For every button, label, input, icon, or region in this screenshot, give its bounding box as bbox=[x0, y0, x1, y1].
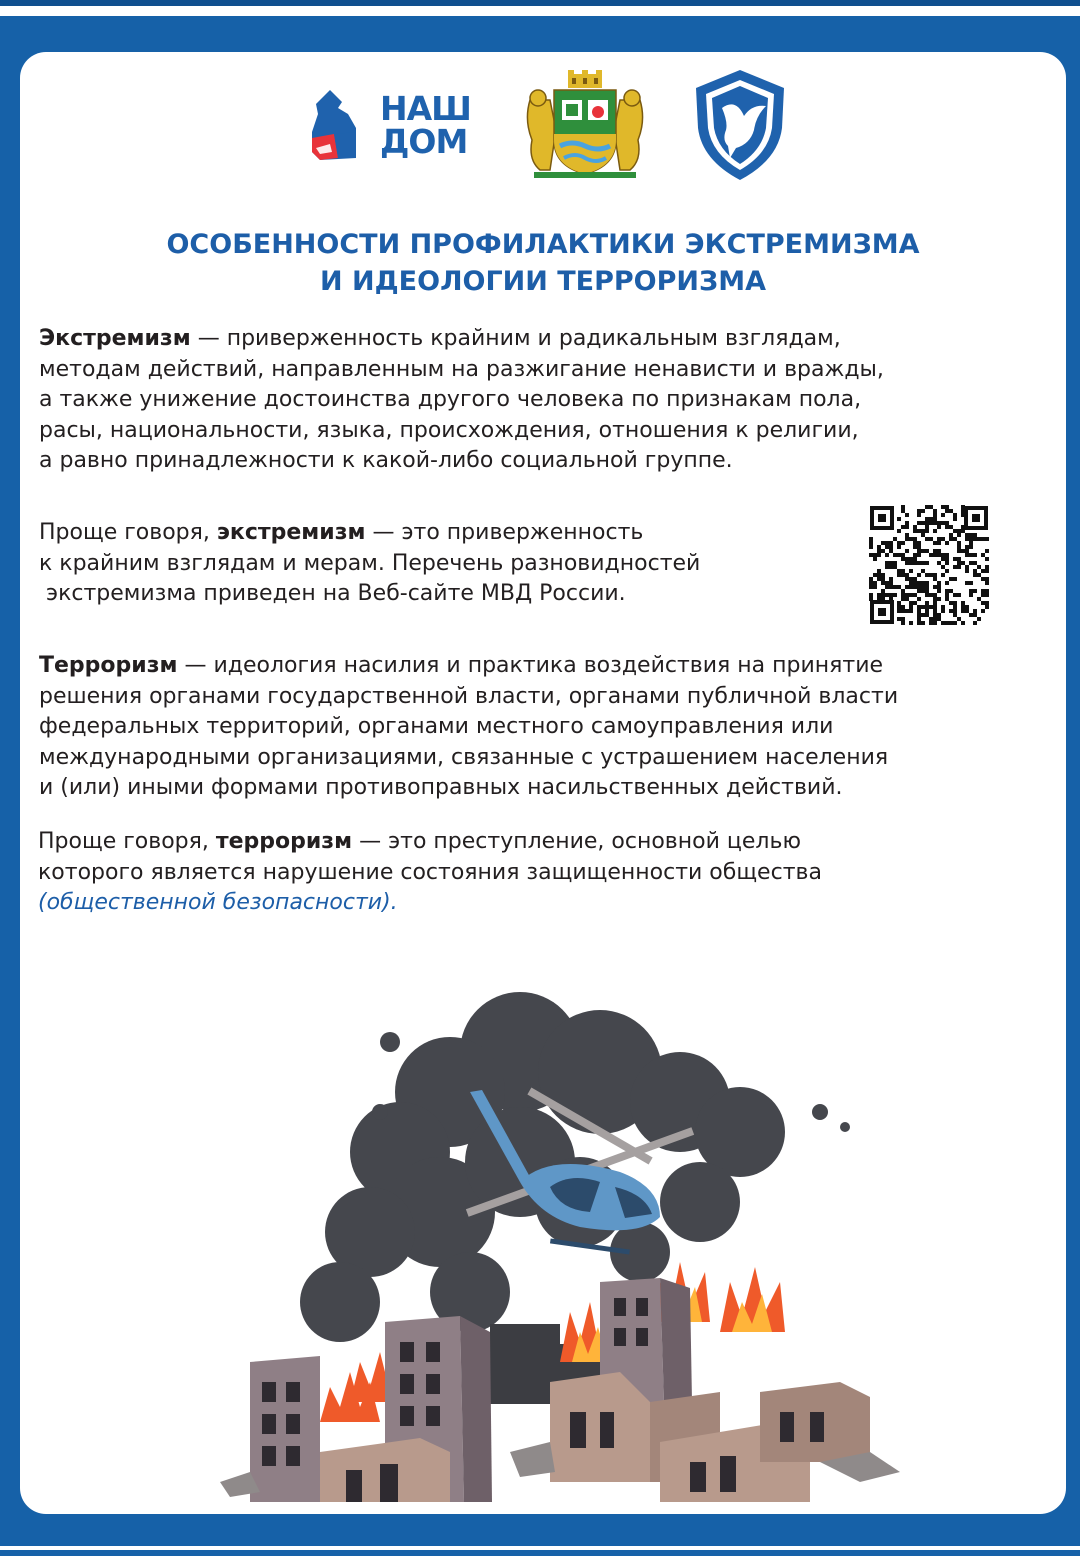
terrorism-term: Терроризм bbox=[39, 653, 178, 678]
top-white-band bbox=[0, 6, 1080, 16]
nash-dom-text bbox=[380, 89, 480, 161]
extremism-simple bbox=[39, 518, 839, 610]
extremism-def-line5: а равно принадлежности к какой-либо социальной группе. bbox=[39, 448, 733, 473]
terrorism-definition bbox=[39, 651, 1054, 804]
terrorism-def-line2: решения органами государственной власти, органами публичной власти bbox=[39, 683, 899, 709]
terrorism-simple-term: терроризм bbox=[215, 829, 353, 854]
terrorism-simple-line3: (общественной безопасности). bbox=[38, 890, 398, 915]
destroyed-city-illustration bbox=[220, 982, 920, 1502]
terrorism-def-line1: — идеология насилия и практика воздействия на принятие bbox=[177, 653, 884, 678]
extremism-simple-line3: экстремизма приведен на Веб-сайте МВД России. bbox=[39, 581, 626, 606]
title-line-1: ОСОБЕННОСТИ ПРОФИЛАКТИКИ ЭКСТРЕМИЗМА bbox=[166, 229, 920, 260]
logos-row bbox=[20, 52, 1066, 202]
terrorism-simple-prefix: Проще говоря, bbox=[38, 829, 216, 854]
extremism-definition bbox=[39, 324, 1039, 477]
terrorism-def-line5: и (или) иными формами противоправных насильственных действий. bbox=[39, 775, 843, 800]
qr-code[interactable] bbox=[868, 504, 990, 626]
extremism-simple-prefix: Проще говоря, bbox=[39, 520, 217, 545]
house-map-icon bbox=[308, 88, 368, 168]
terrorism-simple bbox=[38, 827, 998, 919]
nash-dom-line2: ДОМ bbox=[380, 122, 468, 161]
nash-dom-line1: НАШ bbox=[380, 89, 471, 128]
poster-card bbox=[20, 52, 1066, 1514]
terrorism-simple-line1: — это преступление, основной целью bbox=[352, 829, 801, 854]
terrorism-def-line4: международными организациями, связанные с устрашением населения bbox=[39, 744, 889, 770]
extremism-term: Экстремизм bbox=[39, 326, 191, 351]
extremism-def-line4: расы, национальности, языка, происхождения, отношения к религии, bbox=[39, 417, 859, 443]
extremism-simple-line2: к крайним взглядам и мерам. Перечень разновидностей bbox=[39, 550, 701, 576]
extremism-def-line3: а также унижение достоинства другого человека по признакам пола, bbox=[39, 387, 862, 412]
extremism-simple-term: экстремизм bbox=[216, 520, 366, 545]
terrorism-simple-line2: которого является нарушение состояния защищенности общества bbox=[38, 859, 822, 885]
page-title bbox=[20, 226, 1066, 300]
extremism-simple-line1: — это приверженность bbox=[365, 520, 644, 545]
title-line-2: И ИДЕОЛОГИИ ТЕРРОРИЗМА bbox=[320, 266, 766, 297]
extremism-def-line1: — приверженность крайним и радикальным взглядам, bbox=[190, 326, 841, 351]
nash-dom-logo bbox=[308, 88, 471, 168]
dove-shield-logo bbox=[692, 68, 788, 182]
bottom-white-band bbox=[0, 1546, 1080, 1550]
extremism-def-line2: методам действий, направленным на разжигание ненависти и вражды, bbox=[39, 356, 884, 382]
terrorism-def-line3: федеральных территорий, органами местного самоуправления или bbox=[39, 714, 834, 739]
city-coat-of-arms bbox=[520, 70, 650, 182]
